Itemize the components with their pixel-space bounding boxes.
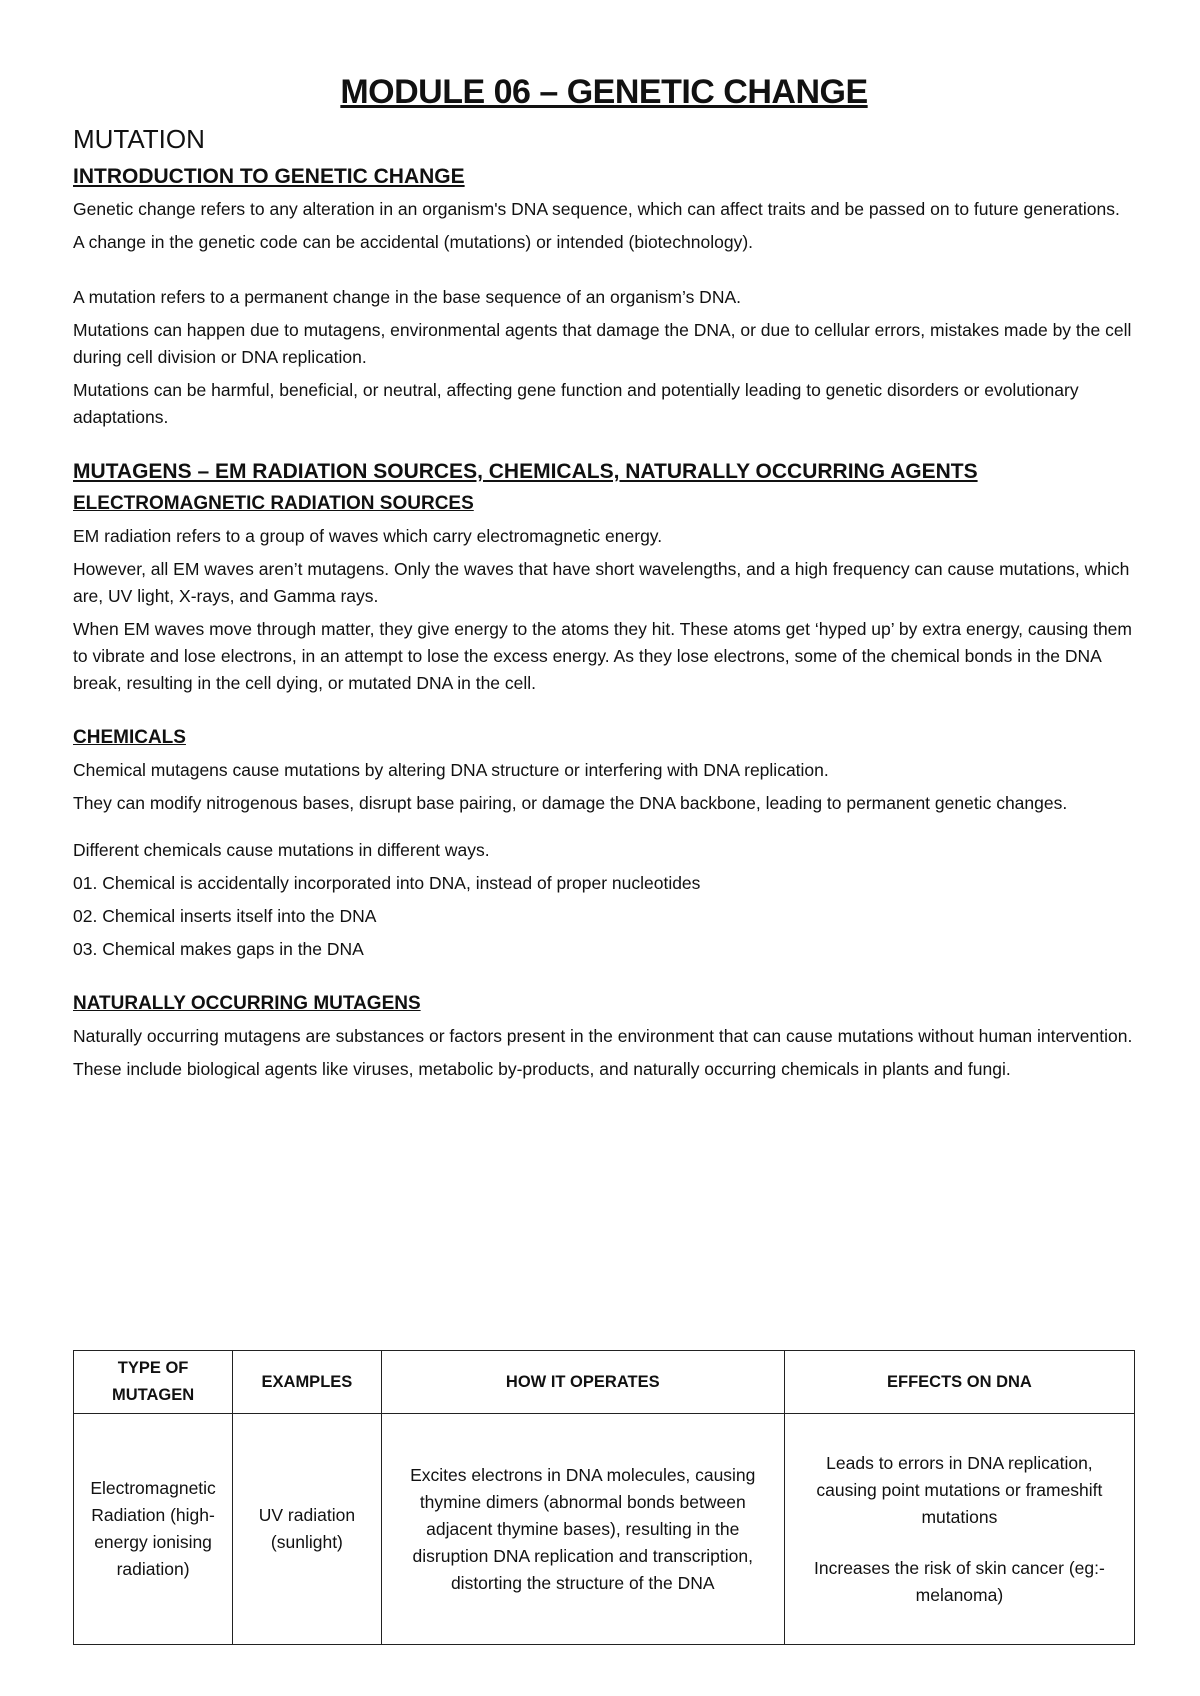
chemicals-paragraph-2: They can modify nitrogenous bases, disrupt base pairing, or damage the DNA backbone, leading to permanent genetic changes.	[73, 793, 1068, 813]
chemicals-list-item: 03. Chemical makes gaps in the DNA	[73, 939, 364, 959]
intro-paragraph-3: A mutation refers to a permanent change in the base sequence of an organism’s DNA.	[73, 287, 741, 307]
document-title: MODULE 06 – GENETIC CHANGE	[340, 73, 868, 111]
em-paragraph-2: However, all EM waves aren’t mutagens. Only the waves that have short wavelengths, and a high frequency can cause mutations, which are, UV light, X-rays, and Gamma rays.	[73, 559, 1130, 606]
spacer	[73, 969, 1135, 991]
intro-paragraph-4: Mutations can happen due to mutagens, environmental agents that damage the DNA, or due to cellular errors, mistakes made by the cell during cell division or DNA replication.	[73, 320, 1132, 367]
natural-paragraph-2: These include biological agents like viruses, metabolic by-products, and naturally occurring chemicals in plants and fungi.	[73, 1059, 1011, 1079]
cell-effects	[784, 1414, 1134, 1645]
mutagens-heading: MUTAGENS – EM RADIATION SOURCES, CHEMICALS, NATURALLY OCCURRING AGENTS	[73, 460, 978, 483]
mutation-heading: MUTATION	[73, 124, 205, 154]
effects-line-2: Increases the risk of skin cancer (eg:- melanoma)	[814, 1557, 1105, 1605]
spacer	[73, 262, 1135, 284]
intro-paragraph-2: A change in the genetic code can be accidental (mutations) or intended (biotechnology).	[73, 232, 754, 252]
table-row	[74, 1414, 1135, 1645]
intro-paragraph-5: Mutations can be harmful, beneficial, or neutral, affecting gene function and potentially leading to genetic disorders or evolutionary adaptations.	[73, 380, 1079, 427]
cell-operates: Excites electrons in DNA molecules, causing thymine dimers (abnormal bonds between adjacent thymine bases), resulting in the disruption DNA replication and transcription, distorting the structure of the DNA	[381, 1414, 784, 1645]
effects-line-1: Leads to errors in DNA replication, causing point mutations or frameshift mutations	[816, 1452, 1103, 1527]
em-paragraph-1: EM radiation refers to a group of waves which carry electromagnetic energy.	[73, 526, 663, 546]
mutagen-table	[73, 1350, 1135, 1645]
document-page	[73, 72, 1135, 1089]
chemicals-paragraph-1: Chemical mutagens cause mutations by altering DNA structure or interfering with DNA replication.	[73, 760, 829, 780]
spacer	[73, 437, 1135, 459]
header-operates: HOW IT OPERATES	[381, 1351, 784, 1414]
chemicals-paragraph-3: Different chemicals cause mutations in different ways.	[73, 840, 490, 860]
spacer	[73, 703, 1135, 725]
intro-paragraph-1: Genetic change refers to any alteration in an organism's DNA sequence, which can affect traits and be passed on to future generations.	[73, 199, 1120, 219]
chemicals-list-item: 01. Chemical is accidentally incorporated into DNA, instead of proper nucleotides	[73, 873, 701, 893]
chemicals-heading: CHEMICALS	[73, 727, 186, 748]
em-heading: ELECTROMAGNETIC RADIATION SOURCES	[73, 493, 474, 514]
natural-heading: NATURALLY OCCURRING MUTAGENS	[73, 993, 421, 1014]
cell-type: Electromagnetic Radiation (high-energy ionising radiation)	[74, 1414, 233, 1645]
natural-paragraph-1: Naturally occurring mutagens are substances or factors present in the environment that can cause mutations without human intervention.	[73, 1026, 1133, 1046]
spacer	[73, 823, 1135, 837]
header-effects: EFFECTS ON DNA	[784, 1351, 1134, 1414]
header-type: TYPE OF MUTAGEN	[74, 1351, 233, 1414]
chemicals-list-item: 02. Chemical inserts itself into the DNA	[73, 906, 377, 926]
intro-heading: INTRODUCTION TO GENETIC CHANGE	[73, 165, 465, 188]
em-paragraph-3: When EM waves move through matter, they give energy to the atoms they hit. These atoms get ‘hyped up’ by extra energy, causing them to vibrate and lose electrons, in an attempt to lose the excess energy. As they lose electrons, some of the chemical bonds in the DNA break, resulting in the cell dying, or mutated DNA in the cell.	[73, 619, 1132, 693]
header-examples: EXAMPLES	[233, 1351, 382, 1414]
table-header-row	[74, 1351, 1135, 1414]
cell-examples: UV radiation (sunlight)	[233, 1414, 382, 1645]
